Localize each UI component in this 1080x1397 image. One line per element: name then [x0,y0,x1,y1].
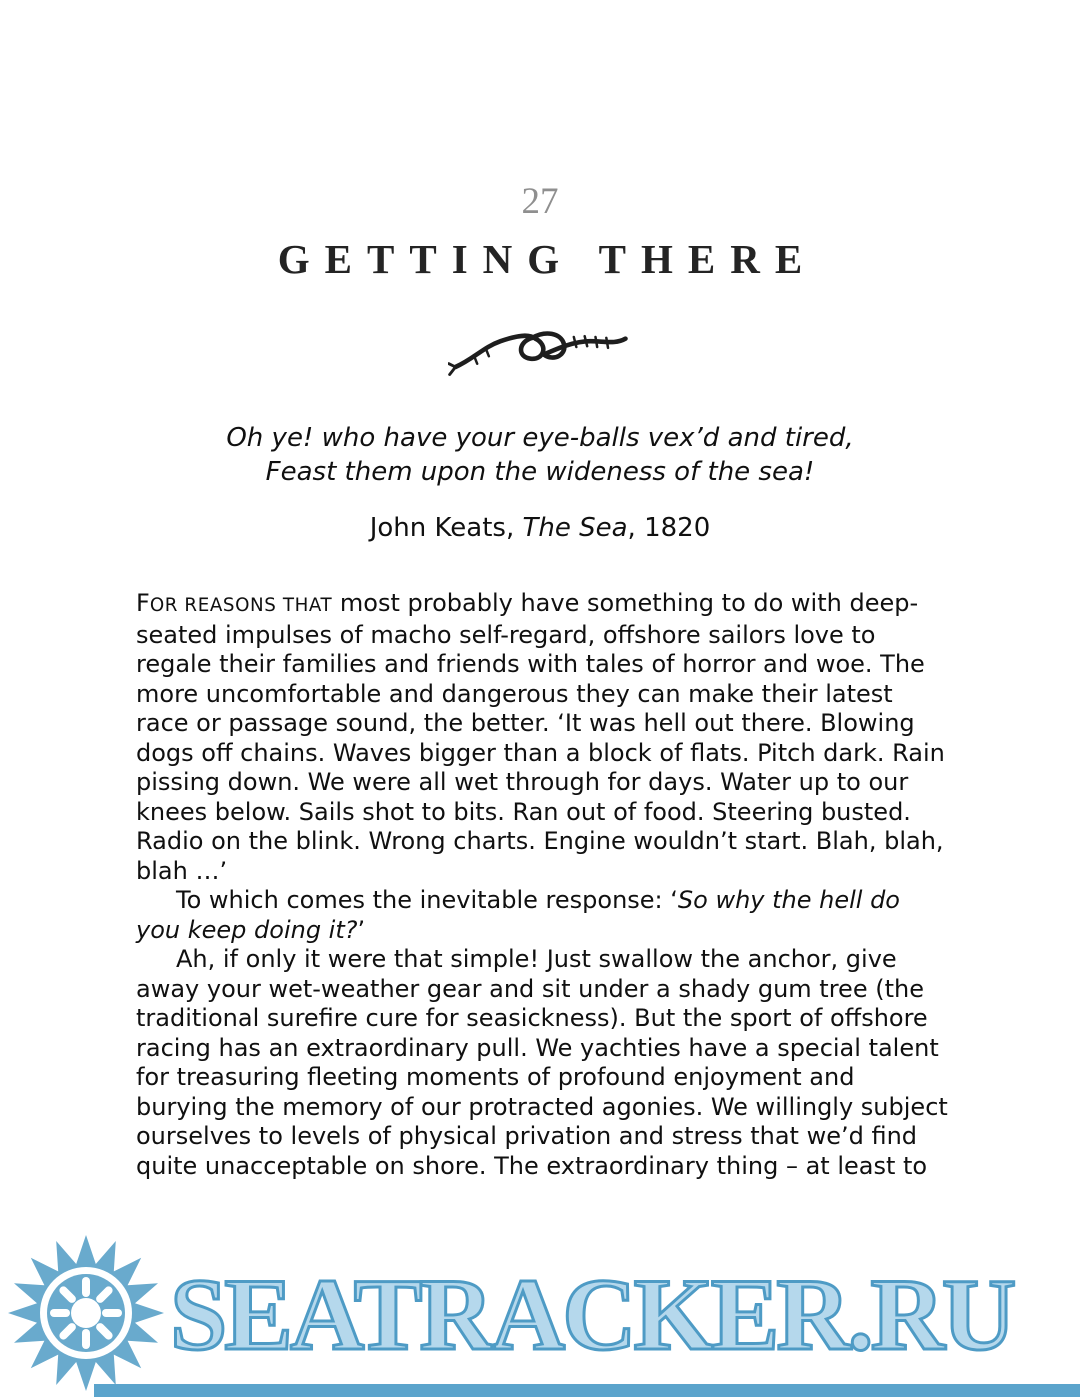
knot-icon [448,297,633,397]
paragraph-2 [136,886,948,945]
epigraph [0,421,1080,489]
paragraph-1-text: most probably have something to do with deep-seated impulses of macho self-regard, offshore sailors love to regale their families and friends with tales of horror and woe. The more uncomfortable and dangerous they can make their latest race or passage sound, the better. ‘It was hell out there. Blowing dogs off chains. Waves bigger than a block of flats. Pitch dark. Rain pissing down. We were all wet through for days. Water up to our knees below. Sails shot to bits. Ran out of food. Steering busted. Radio on the blink. Wrong charts. Engine wouldn’t start. Blah, blah, blah …’ [136,589,945,885]
knot-illustration [0,297,1080,397]
paragraph-3: Ah, if only it were that simple! Just swallow the anchor, give away your wet-weather gear and sit under a shady gum tree (the traditional surefire cure for seasickness). But the sport of offshore racing has an extraordinary pull. We yachties have a special talent for treasuring fleeting moments of profound enjoyment and burying the memory of our protracted agonies. We willingly subject ourselves to levels of physical privation and stress that we’d find quite unacceptable on shore. The extraordinary thing – at least to [136,945,948,1180]
lead-capital: F [136,589,150,617]
paragraph-1 [136,589,948,886]
sun-logo-icon [6,1233,166,1397]
watermark-text: SEATRACKER.RU [170,1258,1014,1372]
attribution-work-title: The Sea [522,513,628,543]
chapter-title: GETTING THERE [277,236,818,282]
watermark [0,1232,1080,1397]
paragraph-2-italic: So why the hell do you keep doing it? [136,886,900,944]
paragraph-2-text: To which comes the inevitable response: ‘ [176,886,678,914]
chapter-number: 27 [521,181,559,222]
epigraph-line-1: Oh ye! who have your eye-balls vex’d and tired, [226,423,854,453]
epigraph-line-2: Feast them upon the wideness of the sea! [265,457,815,487]
small-caps-opening: OR REASONS THAT [149,595,333,616]
attribution [0,513,1080,543]
body-text [136,589,948,1181]
watermark-underline [94,1384,1080,1397]
paragraph-2-close: ’ [357,915,366,944]
attribution-year: , 1820 [627,513,711,543]
attribution-author: John Keats, [369,513,523,543]
